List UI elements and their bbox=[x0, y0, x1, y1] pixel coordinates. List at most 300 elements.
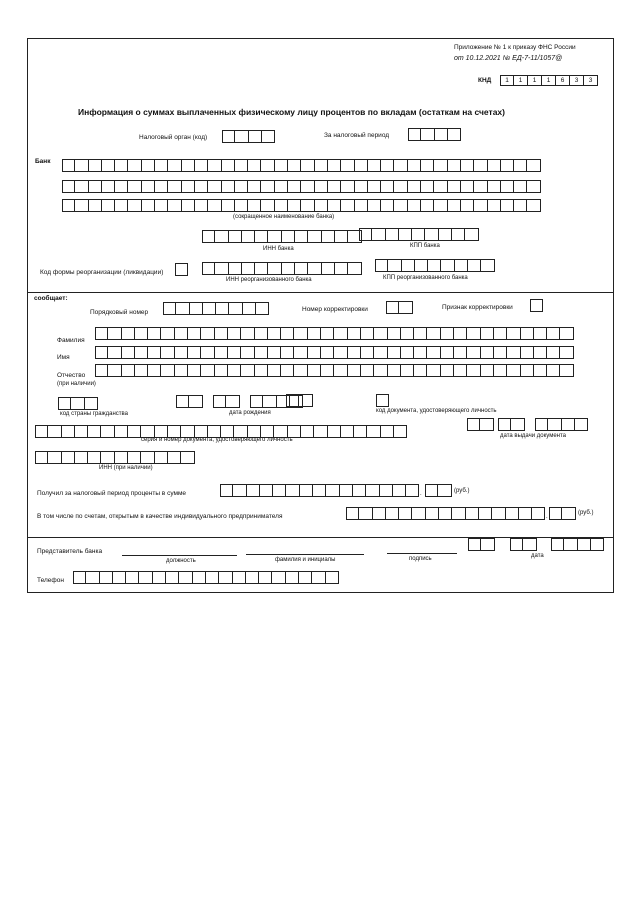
input-cell[interactable] bbox=[301, 425, 314, 438]
input-cell[interactable] bbox=[259, 571, 272, 584]
input-cell[interactable] bbox=[507, 346, 520, 359]
birth-month-field[interactable] bbox=[213, 395, 240, 408]
input-cell[interactable] bbox=[368, 199, 381, 212]
input-cell[interactable] bbox=[374, 346, 387, 359]
input-cell[interactable] bbox=[441, 259, 454, 272]
input-cell[interactable] bbox=[155, 159, 168, 172]
input-cell[interactable] bbox=[523, 538, 536, 551]
citizenship-code-field[interactable] bbox=[58, 397, 98, 410]
input-cell[interactable] bbox=[386, 228, 399, 241]
input-cell[interactable] bbox=[273, 484, 286, 497]
input-cell[interactable] bbox=[439, 507, 452, 520]
input-cell[interactable] bbox=[122, 364, 135, 377]
input-cell[interactable] bbox=[434, 180, 447, 193]
input-cell[interactable] bbox=[564, 538, 577, 551]
input-cell[interactable] bbox=[128, 451, 141, 464]
input-cell[interactable] bbox=[208, 199, 221, 212]
input-cell[interactable] bbox=[534, 346, 547, 359]
input-cell[interactable] bbox=[201, 364, 214, 377]
input-cell[interactable] bbox=[399, 301, 412, 314]
input-cell[interactable] bbox=[202, 230, 215, 243]
input-cell[interactable] bbox=[241, 327, 254, 340]
input-cell[interactable] bbox=[153, 571, 166, 584]
input-cell[interactable] bbox=[228, 346, 241, 359]
input-cell[interactable] bbox=[361, 327, 374, 340]
input-cell[interactable] bbox=[182, 159, 195, 172]
input-cell[interactable] bbox=[374, 364, 387, 377]
input-cell[interactable] bbox=[299, 571, 312, 584]
input-cell[interactable] bbox=[341, 180, 354, 193]
input-cell[interactable] bbox=[494, 327, 507, 340]
input-cell[interactable] bbox=[216, 302, 229, 315]
input-cell[interactable] bbox=[89, 199, 102, 212]
input-cell[interactable] bbox=[560, 346, 573, 359]
doc-issue-month-field[interactable] bbox=[498, 418, 525, 431]
input-cell[interactable] bbox=[388, 327, 401, 340]
input-cell[interactable] bbox=[335, 230, 348, 243]
input-cell[interactable] bbox=[321, 327, 334, 340]
input-cell[interactable] bbox=[301, 159, 314, 172]
input-cell[interactable] bbox=[530, 299, 543, 312]
input-cell[interactable] bbox=[408, 180, 421, 193]
input-cell[interactable] bbox=[163, 302, 176, 315]
input-cell[interactable] bbox=[215, 230, 228, 243]
input-cell[interactable] bbox=[220, 484, 233, 497]
input-cell[interactable] bbox=[375, 259, 388, 272]
input-cell[interactable] bbox=[560, 327, 573, 340]
input-cell[interactable] bbox=[454, 346, 467, 359]
input-cell[interactable] bbox=[401, 346, 414, 359]
input-cell[interactable] bbox=[268, 364, 281, 377]
input-cell[interactable] bbox=[189, 395, 202, 408]
input-cell[interactable] bbox=[521, 346, 534, 359]
input-cell[interactable] bbox=[394, 199, 407, 212]
input-cell[interactable] bbox=[294, 364, 307, 377]
input-cell[interactable] bbox=[427, 327, 440, 340]
input-cell[interactable] bbox=[421, 199, 434, 212]
input-cell[interactable] bbox=[510, 538, 523, 551]
input-cell[interactable] bbox=[195, 159, 208, 172]
input-cell[interactable] bbox=[381, 180, 394, 193]
input-cell[interactable] bbox=[62, 159, 75, 172]
input-cell[interactable] bbox=[115, 180, 128, 193]
input-cell[interactable] bbox=[474, 159, 487, 172]
input-cell[interactable] bbox=[58, 397, 71, 410]
input-cell[interactable] bbox=[547, 346, 560, 359]
input-cell[interactable] bbox=[219, 571, 232, 584]
input-cell[interactable] bbox=[467, 327, 480, 340]
input-cell[interactable] bbox=[288, 199, 301, 212]
input-cell[interactable] bbox=[295, 262, 308, 275]
input-cell[interactable] bbox=[95, 327, 108, 340]
input-cell[interactable] bbox=[139, 571, 152, 584]
input-cell[interactable] bbox=[135, 327, 148, 340]
input-cell[interactable] bbox=[441, 327, 454, 340]
input-cell[interactable] bbox=[498, 418, 511, 431]
input-cell[interactable] bbox=[88, 451, 101, 464]
input-cell[interactable] bbox=[368, 159, 381, 172]
input-cell[interactable] bbox=[299, 394, 312, 407]
input-cell[interactable] bbox=[380, 484, 393, 497]
input-cell[interactable] bbox=[128, 180, 141, 193]
input-cell[interactable] bbox=[215, 364, 228, 377]
input-cell[interactable] bbox=[89, 180, 102, 193]
input-cell[interactable] bbox=[175, 263, 188, 276]
input-cell[interactable] bbox=[401, 327, 414, 340]
input-cell[interactable] bbox=[507, 364, 520, 377]
input-cell[interactable] bbox=[348, 327, 361, 340]
input-cell[interactable] bbox=[128, 199, 141, 212]
input-cell[interactable] bbox=[341, 425, 354, 438]
input-cell[interactable] bbox=[421, 159, 434, 172]
input-cell[interactable] bbox=[275, 180, 288, 193]
input-cell[interactable] bbox=[514, 159, 527, 172]
doc-code-field-2[interactable] bbox=[376, 394, 389, 407]
input-cell[interactable] bbox=[393, 484, 406, 497]
input-cell[interactable] bbox=[261, 159, 274, 172]
input-cell[interactable] bbox=[142, 180, 155, 193]
input-cell[interactable] bbox=[427, 346, 440, 359]
input-cell[interactable] bbox=[85, 397, 98, 410]
input-cell[interactable] bbox=[348, 364, 361, 377]
input-cell[interactable] bbox=[334, 364, 347, 377]
input-cell[interactable] bbox=[122, 346, 135, 359]
input-cell[interactable] bbox=[229, 230, 242, 243]
input-cell[interactable] bbox=[272, 571, 285, 584]
input-cell[interactable] bbox=[115, 451, 128, 464]
input-cell[interactable] bbox=[242, 230, 255, 243]
input-cell[interactable] bbox=[261, 199, 274, 212]
input-cell[interactable] bbox=[591, 538, 604, 551]
input-cell[interactable] bbox=[321, 364, 334, 377]
input-cell[interactable] bbox=[534, 327, 547, 340]
doc-issue-day-field[interactable] bbox=[467, 418, 494, 431]
input-cell[interactable] bbox=[575, 418, 588, 431]
input-cell[interactable] bbox=[467, 346, 480, 359]
name-field[interactable] bbox=[95, 346, 574, 359]
tax-authority-code-field[interactable] bbox=[222, 130, 275, 143]
input-cell[interactable] bbox=[294, 327, 307, 340]
input-cell[interactable] bbox=[452, 507, 465, 520]
input-cell[interactable] bbox=[175, 364, 188, 377]
input-cell[interactable] bbox=[408, 199, 421, 212]
input-cell[interactable] bbox=[100, 571, 113, 584]
input-cell[interactable] bbox=[282, 230, 295, 243]
input-cell[interactable] bbox=[286, 484, 299, 497]
sign-year-field[interactable] bbox=[551, 538, 604, 551]
input-cell[interactable] bbox=[547, 327, 560, 340]
input-cell[interactable] bbox=[255, 346, 268, 359]
input-cell[interactable] bbox=[75, 451, 88, 464]
input-cell[interactable] bbox=[62, 451, 75, 464]
input-cell[interactable] bbox=[301, 199, 314, 212]
input-cell[interactable] bbox=[322, 262, 335, 275]
input-cell[interactable] bbox=[75, 180, 88, 193]
input-cell[interactable] bbox=[182, 199, 195, 212]
input-cell[interactable] bbox=[368, 180, 381, 193]
input-cell[interactable] bbox=[115, 159, 128, 172]
input-cell[interactable] bbox=[248, 159, 261, 172]
input-cell[interactable] bbox=[261, 180, 274, 193]
interest-kopecks-field[interactable] bbox=[425, 484, 452, 497]
input-cell[interactable] bbox=[193, 571, 206, 584]
input-cell[interactable] bbox=[479, 507, 492, 520]
input-cell[interactable] bbox=[308, 346, 321, 359]
ip-rubles-field[interactable] bbox=[346, 507, 545, 520]
input-cell[interactable] bbox=[519, 507, 532, 520]
input-cell[interactable] bbox=[435, 128, 448, 141]
input-cell[interactable] bbox=[62, 199, 75, 212]
input-cell[interactable] bbox=[488, 159, 501, 172]
input-cell[interactable] bbox=[268, 327, 281, 340]
input-cell[interactable] bbox=[161, 364, 174, 377]
input-cell[interactable] bbox=[321, 346, 334, 359]
input-cell[interactable] bbox=[425, 228, 438, 241]
input-cell[interactable] bbox=[176, 302, 189, 315]
sign-day-field[interactable] bbox=[468, 538, 495, 551]
input-cell[interactable] bbox=[195, 199, 208, 212]
input-cell[interactable] bbox=[514, 180, 527, 193]
birth-day-field[interactable] bbox=[176, 395, 203, 408]
input-cell[interactable] bbox=[434, 199, 447, 212]
input-cell[interactable] bbox=[228, 327, 241, 340]
input-cell[interactable] bbox=[235, 199, 248, 212]
input-cell[interactable] bbox=[346, 507, 359, 520]
interest-rubles-field[interactable] bbox=[220, 484, 419, 497]
input-cell[interactable] bbox=[341, 159, 354, 172]
input-cell[interactable] bbox=[263, 395, 276, 408]
input-cell[interactable] bbox=[381, 199, 394, 212]
input-cell[interactable] bbox=[399, 228, 412, 241]
input-cell[interactable] bbox=[301, 180, 314, 193]
input-cell[interactable] bbox=[425, 484, 438, 497]
input-cell[interactable] bbox=[399, 507, 412, 520]
input-cell[interactable] bbox=[168, 180, 181, 193]
input-cell[interactable] bbox=[374, 327, 387, 340]
input-cell[interactable] bbox=[315, 180, 328, 193]
input-cell[interactable] bbox=[415, 259, 428, 272]
doc-issue-year-field[interactable] bbox=[535, 418, 588, 431]
input-cell[interactable] bbox=[249, 130, 262, 143]
input-cell[interactable] bbox=[101, 451, 114, 464]
input-cell[interactable] bbox=[488, 199, 501, 212]
input-cell[interactable] bbox=[480, 418, 493, 431]
input-cell[interactable] bbox=[286, 571, 299, 584]
input-cell[interactable] bbox=[408, 128, 421, 141]
input-cell[interactable] bbox=[328, 159, 341, 172]
input-cell[interactable] bbox=[511, 418, 524, 431]
input-cell[interactable] bbox=[535, 418, 548, 431]
input-cell[interactable] bbox=[122, 327, 135, 340]
input-cell[interactable] bbox=[452, 228, 465, 241]
input-cell[interactable] bbox=[372, 228, 385, 241]
input-cell[interactable] bbox=[359, 228, 372, 241]
input-cell[interactable] bbox=[229, 302, 242, 315]
input-cell[interactable] bbox=[126, 571, 139, 584]
input-cell[interactable] bbox=[288, 180, 301, 193]
input-cell[interactable] bbox=[286, 394, 299, 407]
input-cell[interactable] bbox=[313, 484, 326, 497]
input-cell[interactable] bbox=[250, 395, 263, 408]
input-cell[interactable] bbox=[282, 262, 295, 275]
input-cell[interactable] bbox=[308, 364, 321, 377]
input-cell[interactable] bbox=[142, 159, 155, 172]
input-cell[interactable] bbox=[334, 346, 347, 359]
input-cell[interactable] bbox=[148, 346, 161, 359]
input-cell[interactable] bbox=[75, 425, 88, 438]
patronymic-field[interactable] bbox=[95, 364, 574, 377]
input-cell[interactable] bbox=[262, 130, 275, 143]
input-cell[interactable] bbox=[242, 262, 255, 275]
input-cell[interactable] bbox=[421, 180, 434, 193]
input-cell[interactable] bbox=[202, 262, 215, 275]
input-cell[interactable] bbox=[562, 507, 575, 520]
input-cell[interactable] bbox=[341, 199, 354, 212]
surname-field[interactable] bbox=[95, 327, 574, 340]
kpp-bank-field[interactable] bbox=[359, 228, 479, 241]
input-cell[interactable] bbox=[181, 451, 194, 464]
input-cell[interactable] bbox=[248, 199, 261, 212]
input-cell[interactable] bbox=[255, 230, 268, 243]
input-cell[interactable] bbox=[494, 346, 507, 359]
input-cell[interactable] bbox=[448, 199, 461, 212]
input-cell[interactable] bbox=[235, 180, 248, 193]
bank-name-row-1[interactable] bbox=[62, 159, 541, 172]
input-cell[interactable] bbox=[501, 199, 514, 212]
input-cell[interactable] bbox=[507, 327, 520, 340]
input-cell[interactable] bbox=[308, 262, 321, 275]
input-cell[interactable] bbox=[35, 425, 48, 438]
input-cell[interactable] bbox=[355, 159, 368, 172]
input-cell[interactable] bbox=[348, 346, 361, 359]
input-cell[interactable] bbox=[326, 484, 339, 497]
input-cell[interactable] bbox=[188, 327, 201, 340]
input-cell[interactable] bbox=[467, 418, 480, 431]
input-cell[interactable] bbox=[188, 364, 201, 377]
input-cell[interactable] bbox=[222, 199, 235, 212]
input-cell[interactable] bbox=[481, 259, 494, 272]
input-cell[interactable] bbox=[361, 364, 374, 377]
input-cell[interactable] bbox=[203, 302, 216, 315]
input-cell[interactable] bbox=[229, 262, 242, 275]
input-cell[interactable] bbox=[381, 159, 394, 172]
input-cell[interactable] bbox=[322, 230, 335, 243]
input-cell[interactable] bbox=[294, 346, 307, 359]
input-cell[interactable] bbox=[388, 346, 401, 359]
input-cell[interactable] bbox=[461, 159, 474, 172]
ip-kopecks-field[interactable] bbox=[549, 507, 576, 520]
input-cell[interactable] bbox=[461, 180, 474, 193]
input-cell[interactable] bbox=[176, 395, 189, 408]
input-cell[interactable] bbox=[421, 128, 434, 141]
input-cell[interactable] bbox=[135, 364, 148, 377]
input-cell[interactable] bbox=[481, 327, 494, 340]
input-cell[interactable] bbox=[412, 228, 425, 241]
input-cell[interactable] bbox=[222, 130, 235, 143]
input-cell[interactable] bbox=[454, 364, 467, 377]
input-cell[interactable] bbox=[514, 199, 527, 212]
input-cell[interactable] bbox=[275, 159, 288, 172]
input-cell[interactable] bbox=[501, 159, 514, 172]
bank-name-row-2[interactable] bbox=[62, 180, 541, 193]
input-cell[interactable] bbox=[148, 327, 161, 340]
input-cell[interactable] bbox=[448, 128, 461, 141]
input-cell[interactable] bbox=[275, 199, 288, 212]
input-cell[interactable] bbox=[243, 302, 256, 315]
input-cell[interactable] bbox=[182, 180, 195, 193]
input-cell[interactable] bbox=[179, 571, 192, 584]
input-cell[interactable] bbox=[406, 484, 419, 497]
input-cell[interactable] bbox=[108, 327, 121, 340]
input-cell[interactable] bbox=[388, 364, 401, 377]
input-cell[interactable] bbox=[115, 199, 128, 212]
input-cell[interactable] bbox=[578, 538, 591, 551]
input-cell[interactable] bbox=[190, 302, 203, 315]
input-cell[interactable] bbox=[386, 301, 399, 314]
input-cell[interactable] bbox=[394, 180, 407, 193]
input-cell[interactable] bbox=[355, 199, 368, 212]
input-cell[interactable] bbox=[354, 425, 367, 438]
input-cell[interactable] bbox=[438, 484, 451, 497]
input-cell[interactable] bbox=[439, 228, 452, 241]
input-cell[interactable] bbox=[562, 418, 575, 431]
input-cell[interactable] bbox=[394, 425, 407, 438]
input-cell[interactable] bbox=[256, 302, 269, 315]
input-cell[interactable] bbox=[208, 180, 221, 193]
input-cell[interactable] bbox=[108, 346, 121, 359]
inn-bank-field[interactable] bbox=[202, 230, 362, 243]
input-cell[interactable] bbox=[560, 364, 573, 377]
tax-period-field[interactable] bbox=[408, 128, 461, 141]
input-cell[interactable] bbox=[468, 259, 481, 272]
input-cell[interactable] bbox=[481, 346, 494, 359]
input-cell[interactable] bbox=[501, 180, 514, 193]
input-cell[interactable] bbox=[128, 425, 141, 438]
input-cell[interactable] bbox=[488, 180, 501, 193]
input-cell[interactable] bbox=[386, 507, 399, 520]
input-cell[interactable] bbox=[235, 130, 248, 143]
input-cell[interactable] bbox=[468, 538, 481, 551]
input-cell[interactable] bbox=[328, 425, 341, 438]
input-cell[interactable] bbox=[492, 507, 505, 520]
input-cell[interactable] bbox=[367, 425, 380, 438]
input-cell[interactable] bbox=[255, 327, 268, 340]
input-cell[interactable] bbox=[208, 159, 221, 172]
input-cell[interactable] bbox=[102, 180, 115, 193]
input-cell[interactable] bbox=[534, 364, 547, 377]
input-cell[interactable] bbox=[260, 484, 273, 497]
input-cell[interactable] bbox=[466, 507, 479, 520]
correction-number-field[interactable] bbox=[386, 301, 413, 314]
input-cell[interactable] bbox=[315, 159, 328, 172]
input-cell[interactable] bbox=[328, 199, 341, 212]
input-cell[interactable] bbox=[474, 199, 487, 212]
input-cell[interactable] bbox=[86, 571, 99, 584]
input-cell[interactable] bbox=[102, 159, 115, 172]
input-cell[interactable] bbox=[168, 199, 181, 212]
input-cell[interactable] bbox=[161, 327, 174, 340]
serial-number-field[interactable] bbox=[163, 302, 269, 315]
input-cell[interactable] bbox=[401, 364, 414, 377]
input-cell[interactable] bbox=[35, 451, 48, 464]
input-cell[interactable] bbox=[215, 262, 228, 275]
input-cell[interactable] bbox=[75, 159, 88, 172]
input-cell[interactable] bbox=[195, 180, 208, 193]
input-cell[interactable] bbox=[412, 507, 425, 520]
input-cell[interactable] bbox=[328, 180, 341, 193]
input-cell[interactable] bbox=[381, 425, 394, 438]
sign-month-field[interactable] bbox=[510, 538, 537, 551]
